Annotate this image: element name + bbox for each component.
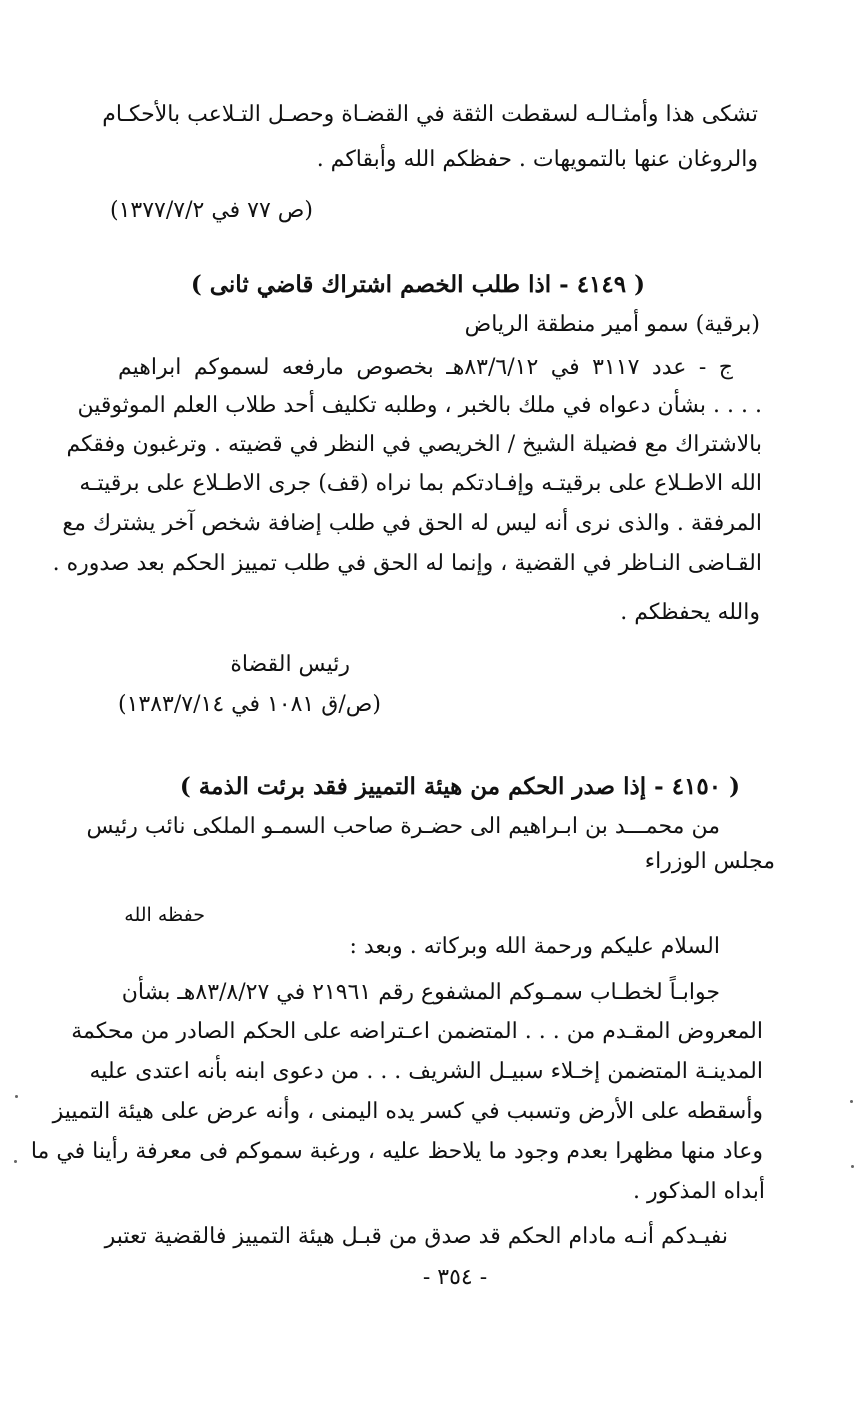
body-4149-line-5: المرفقة . والذى نرى أنه ليس له الحق في طلب إضافة شخص آخر يشترك مع bbox=[62, 511, 762, 536]
body-4150-line-3: المدينـة المتضمن إخـلاء سبيـل الشريف . . . من دعوى ابنه بأنه اعتدى عليه bbox=[89, 1059, 763, 1084]
body-4149-line-4: الله الاطـلاع على برقيتـه وإفـادتكم بما نراه (قف) جرى الاطـلاع على برقيتـه bbox=[79, 471, 762, 496]
from-line-2: مجلس الوزراء bbox=[644, 849, 775, 874]
body-4150-line-6: أبداه المذكور . bbox=[633, 1179, 765, 1204]
body-4150-line-5: وعاد منها مظهرا بعدم وجود ما يلاحظ عليه ، ورغبة سموكم فى معرفة رأينا في ما bbox=[30, 1139, 763, 1164]
body-4149-line-3: بالاشتراك مع فضيلة الشيخ / الخريصي في النظر في قضيته . وترغبون وفقكم bbox=[66, 432, 762, 457]
scan-speck bbox=[14, 1160, 17, 1163]
scan-speck bbox=[851, 1165, 854, 1168]
reference-4149: (ص/ق ١٠٨١ في ١٣٨٣/٧/١٤) bbox=[118, 692, 381, 717]
heading-4150: ( ٤١٥٠ - إذا صدر الحكم من هيئة التمييز فقد برئت الذمة ) bbox=[179, 773, 740, 800]
body-4150-line-1: جوابـاً لخطـاب سمـوكم المشفوع رقم ٢١٩٦١ في ٨٣/٨/٢٧هـ بشأن bbox=[121, 980, 720, 1005]
body-4150-line-2: المعروض المقـدم من . . . المتضمن اعـتراضه على الحكم الصادر من محكمة bbox=[71, 1019, 763, 1044]
scan-speck bbox=[850, 1100, 853, 1103]
continuation-line-2: والروغان عنها بالتمويهات . حفظكم الله وأبقاكم . bbox=[316, 147, 758, 172]
signature-4149: رئيس القضاة bbox=[230, 652, 350, 677]
addressee-4149: (برقية) سمو أمير منطقة الرياض bbox=[464, 312, 760, 337]
final-line: نفيـدكم أنـه مادام الحكم قد صدق من قبـل هيئة التمييز فالقضية تعتبر bbox=[104, 1224, 728, 1249]
hafazahu-allah: حفظه الله bbox=[124, 904, 205, 926]
continuation-line-1: تشكى هذا وأمثـالـه لسقطت الثقة في القضـاة وحصـل التـلاعب بالأحكـام bbox=[102, 102, 758, 127]
from-line-1: من محمـــد بن ابـراهيم الى حضـرة صاحب السمـو الملكى نائب رئيس bbox=[86, 814, 720, 839]
body-4149-line-6: القـاضى النـاظر في القضية ، وإنما له الحق في طلب تمييز الحكم بعد صدوره . bbox=[52, 551, 762, 576]
body-4150-line-4: وأسقطه على الأرض وتسبب في كسر يده اليمنى ، وأنه عرض على هيئة التمييز bbox=[52, 1099, 763, 1124]
heading-4149: ( ٤١٤٩ - اذا طلب الخصم اشتراك قاضي ثانى ) bbox=[190, 271, 645, 298]
page-number: - ٣٥٤ - bbox=[422, 1265, 488, 1290]
body-4149-line-7: والله يحفظكم . bbox=[620, 600, 760, 625]
body-4149-line-2: . . . . بشأن دعواه في ملك بالخبر ، وطلبه تكليف أحد طلاب العلم الموثوقين bbox=[77, 393, 762, 418]
greeting: السلام عليكم ورحمة الله وبركاته . وبعد : bbox=[349, 934, 720, 959]
body-4149-line-1: ج - عدد ٣١١٧ في ٨٣/٦/١٢هـ بخصوص مارفعه لسموكم ابراهيم bbox=[118, 355, 733, 380]
scan-speck bbox=[15, 1095, 18, 1098]
reference-1: (ص ٧٧ في ١٣٧٧/٧/٢) bbox=[110, 198, 313, 223]
